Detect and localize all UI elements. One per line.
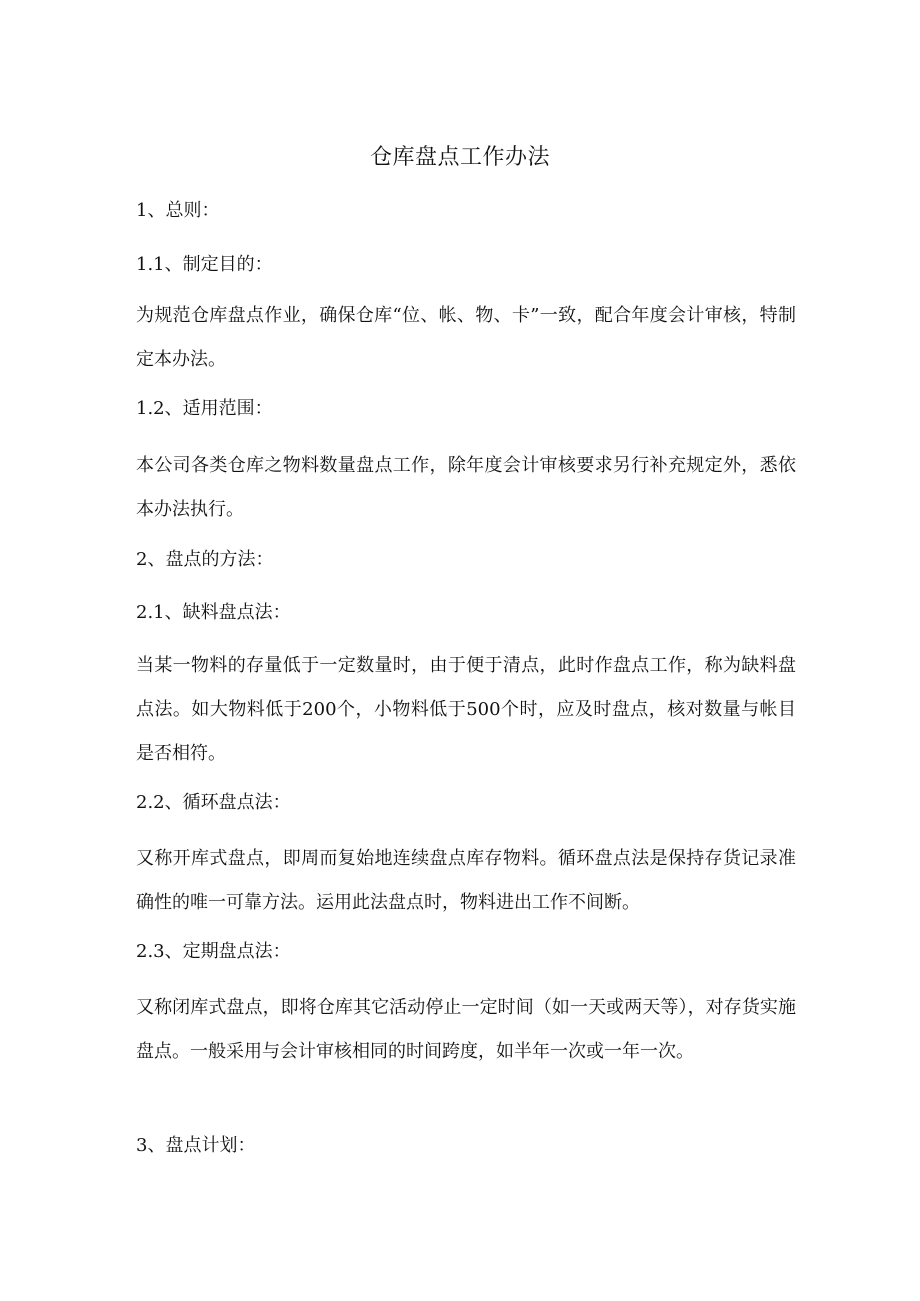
section-2-1-heading: 2.1、缺料盘点法：: [136, 602, 291, 623]
section-1-1-body: 为规范仓库盘点作业，确保仓库“位、帐、物、卡”一致，配合年度会计审核，特制定本办法。: [136, 305, 796, 370]
section-1-1-heading: 1.1、制定目的：: [136, 254, 273, 275]
section-3-heading: 3、盘点计划：: [136, 1135, 256, 1156]
section-2-2-heading: 2.2、循环盘点法：: [136, 792, 291, 813]
section-1-heading: 1、总则：: [136, 200, 220, 221]
section-2-1-body: 当某一物料的存量低于一定数量时，由于便于清点，此时作盘点工作，称为缺料盘点法。如大物料低于200个，小物料低于500个时，应及时盘点，核对数量与帐目是否相符。: [136, 655, 796, 764]
document-title: 仓库盘点工作办法: [369, 145, 550, 170]
section-2-3-body: 又称闭库式盘点，即将仓库其它活动停止一定时间（如一天或两天等），对存货实施盘点。一般采用与会计审核相同的时间跨度，如半年一次或一年一次。: [136, 997, 796, 1062]
section-1-2-body: 本公司各类仓库之物料数量盘点工作，除年度会计审核要求另行补充规定外，悉依本办法执行。: [136, 455, 796, 520]
section-2-2-body: 又称开库式盘点，即周而复始地连续盘点库存物料。循环盘点法是保持存货记录准确性的唯一可靠方法。运用此法盘点时，物料进出工作不间断。: [136, 848, 796, 913]
section-2-heading: 2、盘点的方法：: [136, 549, 274, 570]
section-2-3-heading: 2.3、定期盘点法：: [136, 941, 291, 962]
section-1-2-heading: 1.2、适用范围：: [136, 398, 273, 419]
